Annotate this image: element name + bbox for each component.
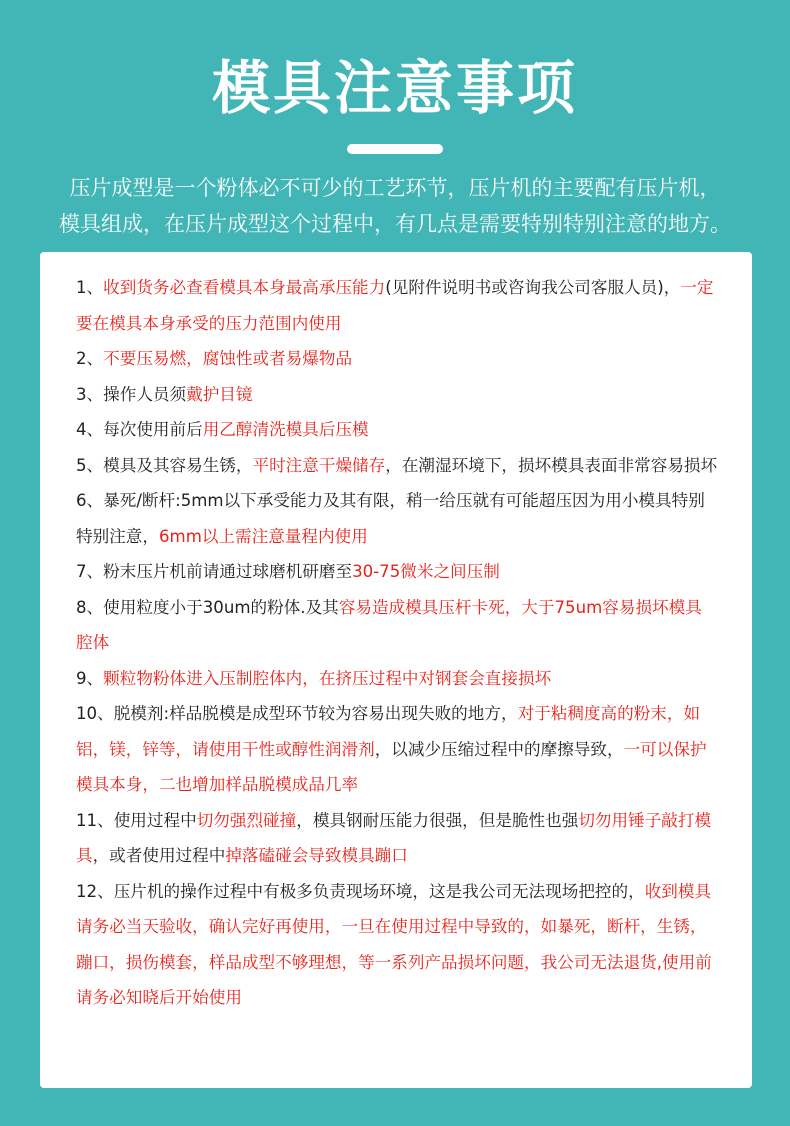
note-text: 6、暴死/断杆:5mm以下承受能力及其有限，稍一给压就有可能超压因为用小模具特别特别注意， xyxy=(76,491,705,546)
note-text: 9、 xyxy=(76,668,104,688)
intro-line-1: 压片成型是一个粉体必不可少的工艺环节，压片机的主要配有压片机， xyxy=(69,176,721,200)
note-item xyxy=(76,270,718,341)
note-item xyxy=(76,554,718,590)
note-item xyxy=(76,661,718,697)
note-item xyxy=(76,341,718,377)
note-highlight-text: 用乙醇清洗模具后压模 xyxy=(202,420,369,439)
note-text: 3、操作人员须 xyxy=(76,384,187,404)
note-text: 1、 xyxy=(76,278,104,297)
note-item xyxy=(76,483,718,554)
note-item xyxy=(76,874,718,1016)
note-highlight-text: 平时注意干燥储存 xyxy=(252,455,386,475)
note-highlight-text: 容易造成模具压杆卡死，大于75um容易损坏模具腔体 xyxy=(76,597,702,652)
notes-list xyxy=(76,270,718,1016)
note-text: 10、脱模剂:样品脱模是成型环节较为容易出现失败的地方， xyxy=(76,704,518,723)
note-text: 11、使用过程中 xyxy=(76,810,197,830)
note-text: 2、 xyxy=(76,349,104,368)
note-item xyxy=(76,696,718,803)
note-text: ，或者使用过程中 xyxy=(92,846,226,865)
note-highlight-text: 6mm以上需注意量程内使用 xyxy=(158,526,368,546)
note-highlight-text: 切勿用锤子敲打模具 xyxy=(76,810,712,865)
note-item xyxy=(76,448,718,484)
note-highlight-text: 戴护目镜 xyxy=(186,384,253,404)
note-text: (见附件说明书或咨询我公司客服人员)， xyxy=(385,278,681,297)
note-highlight-text: 30-75微米之间压制 xyxy=(352,562,500,581)
note-text: 4、每次使用前后 xyxy=(76,420,203,439)
note-text: 7、粉末压片机前请通过球磨机研磨至 xyxy=(76,562,353,581)
note-highlight-text: 收到模具请务必当天验收，确认完好再使用，一旦在使用过程中导致的，如暴死，断杆，生锈，蹦口，损伤模套，样品成型不够理想，等一系列产品损坏问题，我公司无法退货,使用前请务必知晓后开始使用 xyxy=(76,881,712,1007)
note-text: 5、模具及其容易生锈， xyxy=(76,455,253,475)
note-highlight-text: 颗粒物粉体进入压制腔体内，在挤压过程中对钢套会直接损坏 xyxy=(103,668,552,688)
page-title: 模具注意事项 xyxy=(211,54,578,122)
intro-line-2: 模具组成，在压片成型这个过程中，有几点是需要特别特别注意的地方。 xyxy=(59,212,731,236)
note-text: ，在潮湿环境下，损坏模具表面非常容易损坏 xyxy=(385,455,718,475)
note-highlight-text: 收到货务必查看模具本身最高承压能力 xyxy=(103,278,386,297)
note-item xyxy=(76,412,718,448)
note-item xyxy=(76,590,718,661)
note-text: ，模具钢耐压能力很强，但是脆性也强 xyxy=(296,810,579,830)
note-item xyxy=(76,803,718,874)
note-highlight-text: 对于粘稠度高的粉末，如铝，镁，锌等，请使用干性或醇性润滑剂 xyxy=(76,704,701,759)
note-highlight-text: 切勿强烈碰撞 xyxy=(196,810,297,830)
note-highlight-text: 一可以保护模具本身，二也增加样品脱模成品几率 xyxy=(76,739,707,794)
note-text: ，以减少压缩过程中的摩擦导致， xyxy=(374,739,624,759)
note-highlight-text: 一定要在模具本身承受的压力范围内使用 xyxy=(76,278,714,333)
note-text: 8、使用粒度小于30um的粉体.及其 xyxy=(76,597,339,617)
title-divider xyxy=(347,144,443,154)
note-highlight-text: 掉落磕碰会导致模具蹦口 xyxy=(225,846,408,865)
intro-text xyxy=(30,170,760,242)
note-text: 12、压片机的操作过程中有极多负责现场环境，这是我公司无法现场把控的， xyxy=(76,881,645,901)
notes-card xyxy=(40,252,752,1088)
note-highlight-text: 不要压易燃，腐蚀性或者易爆物品 xyxy=(103,349,353,368)
note-item xyxy=(76,377,718,413)
